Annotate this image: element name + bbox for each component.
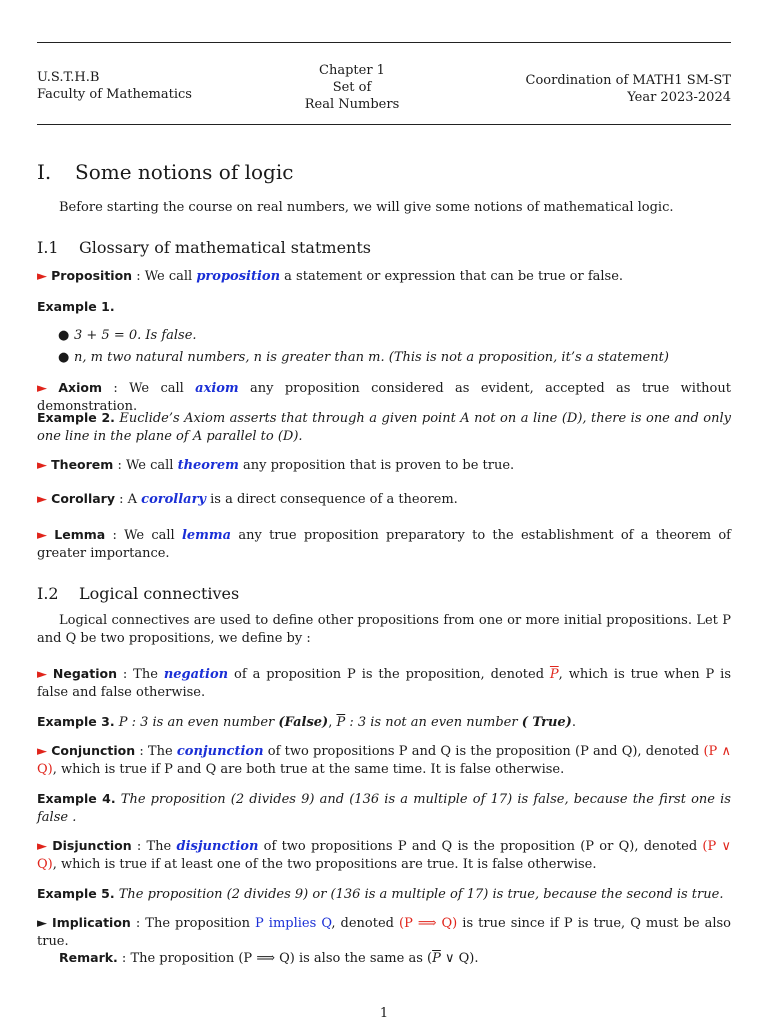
definition-text: a statement or expression that can be true or false. (280, 269, 624, 284)
header-bottom-rule (37, 124, 731, 125)
subsection-title: Logical connectives (79, 584, 240, 603)
triangle-bullet-icon: ► (37, 916, 47, 931)
subsection-number: I.2 (37, 584, 59, 603)
chapter-number: Chapter 1 (319, 63, 385, 78)
truth-value: ( True) (521, 715, 572, 730)
bullet-dot-icon: ● (58, 328, 70, 343)
example-text: . (571, 715, 576, 730)
definition-text: : We call (113, 458, 178, 473)
definition-text: is a direct consequence of a theorem. (205, 492, 458, 507)
header-coordination (526, 72, 732, 106)
definition-text: : We call (102, 381, 196, 396)
definition-text: of a proposition P is the proposition, denoted (228, 667, 550, 682)
triangle-bullet-icon: ► (37, 492, 47, 507)
definition-text: of two propositions P and Q is the proposition (P or Q), denoted (258, 839, 703, 854)
list-item-text: n, m two natural numbers, n is greater than m. (This is not a proposition, it’s a statement) (74, 350, 669, 365)
example-label: Example 3. (37, 714, 115, 729)
example-3 (37, 713, 731, 732)
example-2 (37, 409, 731, 445)
definition-label: Implication (52, 915, 131, 930)
definition-conjunction (37, 742, 731, 778)
definition-label: Disjunction (52, 838, 132, 853)
defined-term: P implies Q (255, 916, 332, 931)
definition-label: Corollary (51, 491, 115, 506)
truth-value: (False) (278, 715, 329, 730)
example-label: Example 4. (37, 791, 116, 806)
subsection-intro: Logical connectives are used to define other propositions from one or more initial propositions. Let P and Q be two propositions, we define by : (37, 613, 731, 646)
triangle-bullet-icon: ► (37, 458, 47, 473)
example-text: Euclide’s Axiom asserts that through a given point A not on a line (D), there is one and only one line in the plane of A parallel to (D). (37, 411, 731, 444)
triangle-bullet-icon: ► (37, 744, 47, 759)
example-text: The proposition (2 divides 9) or (136 is a multiple of 17) is true, because the second is true. (114, 887, 724, 902)
section-heading (37, 160, 293, 184)
example-label: Example 5. (37, 886, 115, 901)
example-text: The proposition (2 divides 9) and (136 is a multiple of 17) is false, because the first one is false . (37, 792, 731, 825)
definition-negation (37, 665, 731, 701)
triangle-bullet-icon: ► (37, 528, 47, 543)
definition-text: : We call (105, 528, 182, 543)
header-institution (37, 69, 192, 103)
academic-year: Year 2023-2024 (627, 90, 731, 105)
definition-text: , which is true if P and Q are both true at the same time. It is false otherwise. (52, 761, 565, 777)
example-text: , (328, 715, 337, 730)
defined-term: theorem (177, 458, 239, 473)
defined-term: conjunction (176, 744, 264, 759)
definition-label: Theorem (51, 457, 114, 472)
example-1-item-2 (58, 350, 669, 365)
disjunction-symbol: (P ∨ Q) (37, 839, 732, 872)
example-5 (37, 885, 731, 904)
negation-symbol: $\overline{P}$ (432, 951, 441, 966)
university-name: U.S.T.H.B (37, 70, 100, 85)
definition-text: any proposition that is proven to be true. (238, 458, 515, 473)
definition-label: Conjunction (51, 743, 136, 758)
definition-text: , denoted (331, 916, 399, 931)
course-coordination: Coordination of MATH1 SM-ST (525, 73, 731, 88)
definition-text: : We call (132, 269, 197, 284)
bullet-dot-icon: ● (58, 350, 70, 365)
defined-term: lemma (181, 528, 232, 543)
definition-theorem (37, 456, 731, 475)
chapter-title-line1: Set of (332, 80, 372, 95)
definition-proposition (37, 267, 731, 286)
example-text: : 3 is not an even number (345, 715, 522, 730)
conjunction-symbol: (P ∧ Q) (37, 744, 731, 777)
section-title: Some notions of logic (75, 160, 294, 184)
definition-label: Axiom (58, 380, 102, 395)
definition-text: of two propositions P and Q is the proposition (P and Q), denoted (263, 744, 704, 759)
definition-lemma (37, 526, 731, 562)
example-text: P : 3 is an even number (114, 715, 279, 730)
page-number: 1 (379, 1006, 389, 1021)
example-4 (37, 790, 731, 826)
definition-corollary (37, 490, 731, 509)
remark-text: : The proposition (P ⟹ Q) is also the same as ( (117, 951, 433, 966)
remark (37, 949, 731, 968)
defined-term: corollary (141, 492, 206, 507)
chapter-title-line2: Real Numbers (304, 97, 400, 112)
definition-text: is true since if P is true, Q must be also true. (37, 916, 732, 949)
section-number: I. (37, 160, 52, 184)
section-intro: Before starting the course on real numbers, we will give some notions of mathematical logic. (59, 200, 674, 215)
triangle-bullet-icon: ► (37, 381, 47, 396)
definition-text: any true proposition preparatory to the establishment of a theorem of greater importance. (37, 528, 731, 561)
definition-text: : The (116, 667, 164, 682)
example-label: Example 1. (37, 299, 115, 314)
remark-label: Remark. (59, 950, 118, 965)
header-chapter (262, 62, 442, 113)
example-1-item-1 (58, 328, 197, 343)
definition-implication (37, 914, 731, 950)
definition-text: : The proposition (130, 916, 256, 931)
definition-text: : The (131, 839, 177, 854)
negation-symbol: $\overline{P}$ (549, 667, 559, 682)
definition-label: Lemma (54, 527, 106, 542)
defined-term: disjunction (176, 839, 259, 854)
definition-text: : The (135, 744, 177, 759)
implication-symbol: (P ⟹ Q) (399, 916, 458, 931)
example-label: Example 2. (37, 410, 115, 425)
definition-text: any proposition considered as evident, accepted as true without demonstration. (37, 381, 731, 414)
subsection-heading-1 (37, 238, 371, 257)
example-1-label (37, 298, 731, 317)
definition-label: Negation (52, 666, 117, 681)
subsection-title: Glossary of mathematical statments (79, 238, 371, 257)
defined-term: negation (163, 667, 229, 682)
header-top-rule (37, 42, 731, 43)
triangle-bullet-icon: ► (37, 269, 47, 284)
triangle-bullet-icon: ► (37, 839, 47, 854)
triangle-bullet-icon: ► (37, 667, 47, 682)
negation-symbol: $\overline{P}$ (336, 715, 346, 730)
subsection-heading-2 (37, 584, 239, 603)
list-item-text: 3 + 5 = 0. Is false. (74, 328, 197, 343)
remark-text: ∨ Q). (440, 951, 479, 966)
definition-text: , which is true if at least one of the two propositions are true. It is false otherwise. (52, 856, 597, 872)
definition-text: : A (114, 492, 142, 507)
defined-term: proposition (196, 269, 281, 284)
definition-text: , which is true when P is false and false otherwise. (37, 667, 731, 700)
definition-label: Proposition (51, 268, 133, 283)
defined-term: axiom (195, 381, 239, 396)
subsection-number: I.1 (37, 238, 59, 257)
definition-disjunction (37, 837, 731, 873)
faculty-name: Faculty of Mathematics (37, 87, 192, 102)
